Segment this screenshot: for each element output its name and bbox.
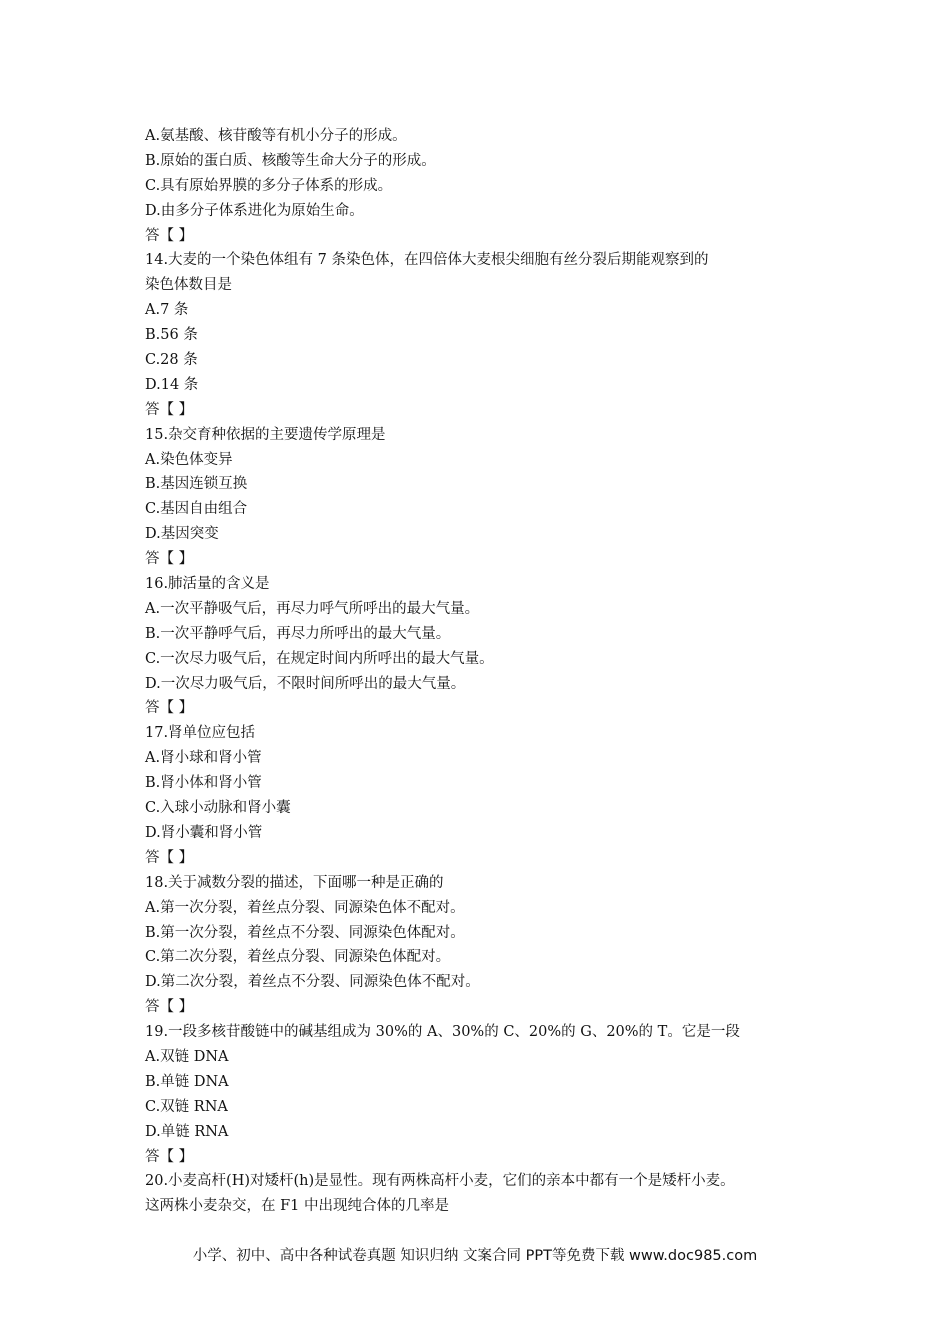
option-line: C.一次尽力吸气后，在规定时间内所呼出的最大气量。 [145, 650, 494, 667]
question-15: 15.杂交育种依据的主要遗传学原理是 [145, 426, 386, 443]
option-line: C.入球小动脉和肾小囊 [145, 800, 291, 817]
text-line: A.氨基酸、核苷酸等有机小分子的形成。 [145, 128, 407, 144]
question-text [145, 124, 835, 1219]
question-17: 17.肾单位应包括 [145, 725, 256, 742]
answer-line: 答【 】 [145, 1148, 194, 1165]
question-19: 19.一段多核苷酸链中的碱基组成为 30%的 A、30%的 C、20%的 G、20%的 T。它是一段 [145, 1024, 740, 1041]
option-line: D.14 条 [145, 376, 199, 393]
option-line: C.基因自由组合 [145, 501, 248, 518]
option-line: D.一次尽力吸气后，不限时间所呼出的最大气量。 [145, 675, 466, 692]
option-line: A.第一次分裂，着丝点分裂、同源染色体不配对。 [145, 899, 465, 916]
question-16: 16.肺活量的含义是 [145, 576, 270, 593]
text-line: C.具有原始界膜的多分子体系的形成。 [145, 177, 393, 194]
option-line: B.56 条 [145, 327, 198, 344]
answer-line: 答【 】 [145, 999, 194, 1016]
option-line: A.一次平静吸气后，再尽力呼气所呼出的最大气量。 [145, 600, 480, 617]
option-line: D.第二次分裂，着丝点不分裂、同源染色体不配对。 [145, 974, 480, 991]
option-line: A.7 条 [145, 302, 189, 319]
option-line: B.肾小体和肾小管 [145, 775, 262, 792]
option-line: B.第一次分裂，着丝点不分裂、同源染色体配对。 [145, 924, 465, 941]
option-line: A.双链 DNA [145, 1048, 229, 1065]
answer-line: 答【 】 [145, 849, 194, 866]
page-footer: 小学、初中、高中各种试卷真题 知识归纳 文案合同 PPT等免费下载 www.doc985.com [192, 1248, 758, 1264]
option-line: A.肾小球和肾小管 [145, 750, 262, 767]
option-line: C.第二次分裂，着丝点分裂、同源染色体配对。 [145, 949, 451, 966]
question-20: 20.小麦高杆(H)对矮杆(h)是显性。现有两株高杆小麦，它们的亲本中都有一个是矮杆小麦。 [145, 1173, 735, 1190]
option-line: D.基因突变 [145, 526, 219, 543]
option-line: B.一次平静呼气后，再尽力所呼出的最大气量。 [145, 625, 451, 642]
answer-line: 答【 】 [145, 401, 194, 418]
answer-line: 答【 】 [145, 227, 194, 244]
answer-line: 答【 】 [145, 551, 194, 568]
text-line: 染色体数目是 [145, 277, 232, 294]
option-line: D.肾小囊和肾小管 [145, 824, 263, 841]
option-line: C.28 条 [145, 352, 198, 369]
option-line: B.基因连锁互换 [145, 476, 248, 493]
option-line: B.单链 DNA [145, 1073, 229, 1090]
answer-line: 答【 】 [145, 700, 194, 717]
option-line: D.单链 RNA [145, 1123, 229, 1140]
question-14: 14.大麦的一个染色体组有 7 条染色体，在四倍体大麦根尖细胞有丝分裂后期能观察到的 [145, 252, 709, 269]
text-line: 这两株小麦杂交，在 F1 中出现纯合体的几率是 [145, 1198, 450, 1215]
text-line: D.由多分子体系进化为原始生命。 [145, 202, 364, 219]
text-line: B.原始的蛋白质、核酸等生命大分子的形成。 [145, 152, 436, 169]
question-18: 18.关于减数分裂的描述，下面哪一种是正确的 [145, 874, 444, 891]
option-line: A.染色体变异 [145, 451, 233, 468]
option-line: C.双链 RNA [145, 1098, 228, 1115]
